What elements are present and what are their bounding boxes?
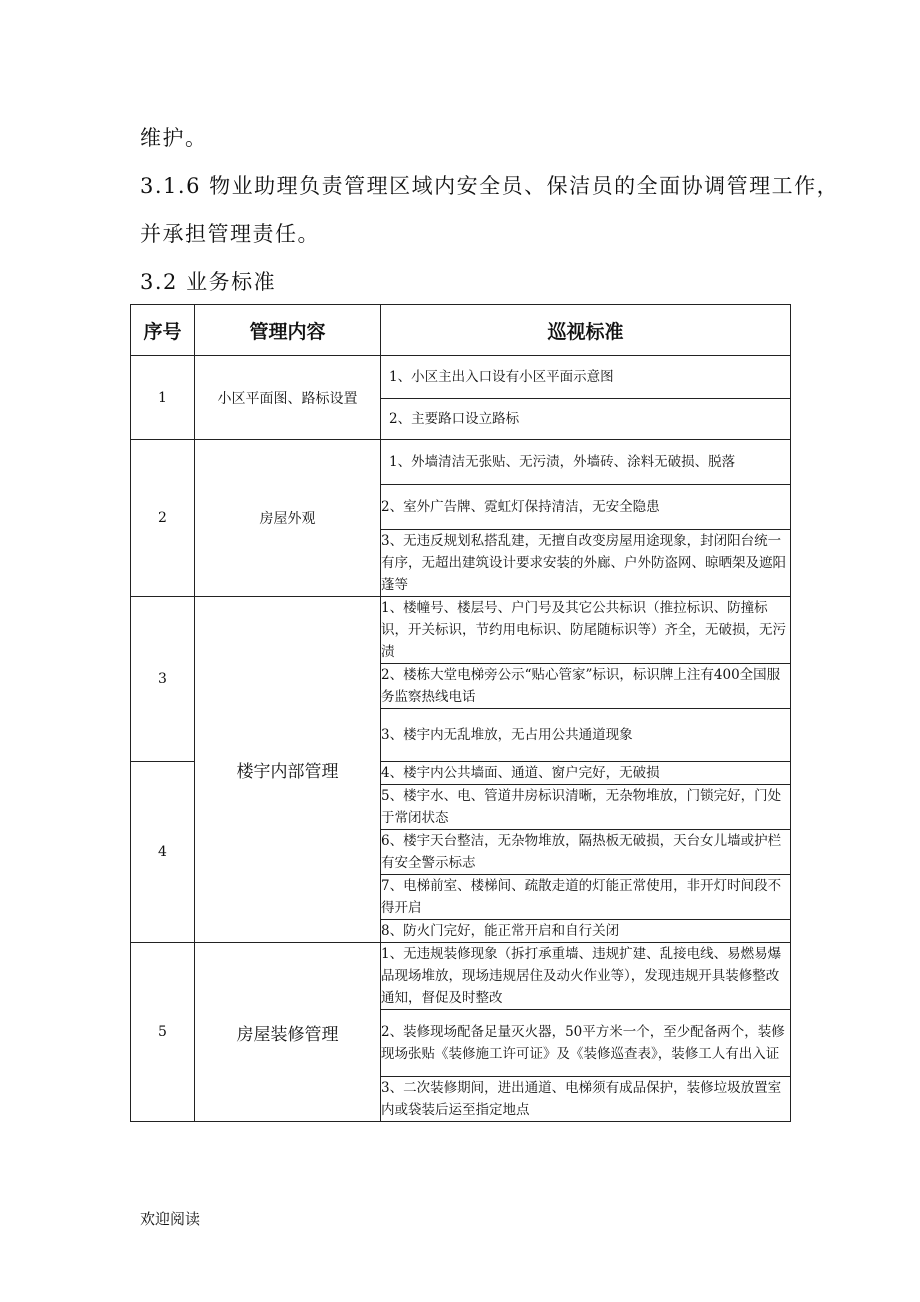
content-cell: 小区平面图、路标设置 <box>195 356 381 440</box>
table-header-row <box>131 305 791 356</box>
table-row <box>131 356 791 399</box>
patrol-standard-table <box>130 304 791 1122</box>
paragraph-maintenance: 维护。 <box>140 126 208 150</box>
paragraph-3-1-6-cont: 并承担管理责任。 <box>140 222 320 246</box>
criteria-cell: 3、楼宇内无乱堆放，无占用公共通道现象 <box>381 709 791 762</box>
paragraph-3-1-6: 3.1.6 物业助理负责管理区域内安全员、保洁员的全面协调管理工作， <box>140 174 840 198</box>
content-cell: 房屋装修管理 <box>195 943 381 1122</box>
table-row <box>131 440 791 485</box>
content-cell: 楼宇内部管理 <box>195 597 381 943</box>
criteria-cell: 3、二次装修期间，进出通道、电梯须有成品保护，装修垃圾放置室内或袋装后运至指定地点 <box>381 1077 791 1122</box>
table-row <box>131 597 791 664</box>
seq-cell: 5 <box>131 943 195 1122</box>
criteria-cell: 2、室外广告牌、霓虹灯保持清洁，无安全隐患 <box>381 485 791 530</box>
criteria-cell: 5、楼宇水、电、管道井房标识清晰，无杂物堆放，门锁完好，门处于常闭状态 <box>381 785 791 830</box>
content-cell: 房屋外观 <box>195 440 381 597</box>
seq-cell: 2 <box>131 440 195 597</box>
criteria-cell: 1、楼幢号、楼层号、户门号及其它公共标识（推拉标识、防撞标识，开关标识，节约用电标识、防尾随标识等）齐全，无破损，无污渍 <box>381 597 791 664</box>
header-criteria: 巡视标准 <box>381 305 791 356</box>
seq-cell: 3 <box>131 597 195 762</box>
seq-cell: 1 <box>131 356 195 440</box>
criteria-cell: 2、装修现场配备足量灭火器，50平方米一个，至少配备两个，装修现场张贴《装修施工许可证》及《装修巡查表》，装修工人有出入证 <box>381 1010 791 1077</box>
section-heading-3-2: 3.2 业务标准 <box>140 270 277 294</box>
header-content: 管理内容 <box>195 305 381 356</box>
seq-cell: 4 <box>131 762 195 943</box>
footer-text: 欢迎阅读 <box>140 1210 201 1228</box>
criteria-cell: 6、楼宇天台整洁，无杂物堆放，隔热板无破损，天台女儿墙或护栏有安全警示标志 <box>381 830 791 875</box>
criteria-cell: 7、电梯前室、楼梯间、疏散走道的灯能正常使用，非开灯时间段不得开启 <box>381 875 791 920</box>
criteria-cell: 3、无违反规划私搭乱建，无擅自改变房屋用途现象，封闭阳台统一有序，无超出建筑设计要求安装的外廊、户外防盗网、晾晒架及遮阳蓬等 <box>381 530 791 597</box>
criteria-cell: 1、外墙清洁无张贴、无污渍，外墙砖、涂料无破损、脱落 <box>381 440 791 485</box>
criteria-cell: 2、主要路口设立路标 <box>381 399 791 440</box>
criteria-cell: 1、无违规装修现象（拆打承重墙、违规扩建、乱接电线、易燃易爆品现场堆放，现场违规居住及动火作业等），发现违规开具装修整改通知，督促及时整改 <box>381 943 791 1010</box>
table-row <box>131 943 791 1010</box>
criteria-cell: 2、楼栋大堂电梯旁公示“贴心管家”标识，标识牌上注有400全国服务监察热线电话 <box>381 664 791 709</box>
criteria-cell: 1、小区主出入口设有小区平面示意图 <box>381 356 791 399</box>
criteria-cell: 8、防火门完好，能正常开启和自行关闭 <box>381 920 791 943</box>
header-seq: 序号 <box>131 305 195 356</box>
criteria-cell: 4、楼宇内公共墙面、通道、窗户完好，无破损 <box>381 762 791 785</box>
